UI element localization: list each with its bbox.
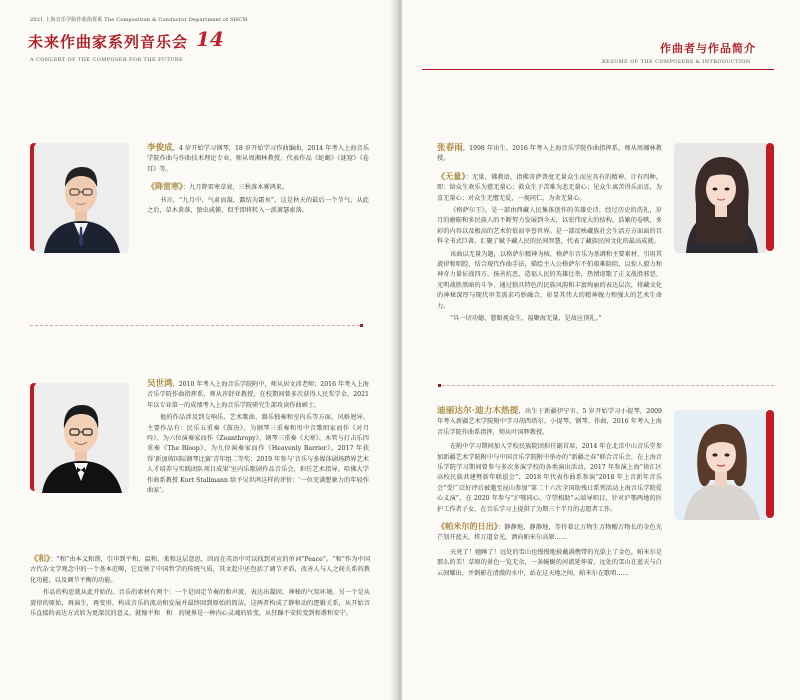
composer-name: 张春雨 bbox=[437, 143, 463, 153]
work-description-2: 作品的构思就从此开始的。音乐的素材有两个：一个是固定节奏的和声流，表达出凝固、神秘的气氛环境。另一个是从旋律的原始，再演生，再变形，构成音乐的流动和发展并最终回到原始的简洁。这两者构成了静和动的逻辑关系，从开始音乐直接的表达方式转为更深沉的意义。就像平和 和 的境界是一种内心灵魂的转变，从狂躁不安转变到和谐和安宁。 bbox=[30, 589, 370, 618]
composer-photo-wu bbox=[34, 383, 129, 493]
page-title: 作曲者与作品简介 bbox=[660, 42, 756, 55]
divider-marker bbox=[360, 324, 363, 327]
composer-photo-dili bbox=[674, 410, 769, 520]
work-description-2: 《格萨尔王》，是一部由西藏人民集体创作的英雄史诗，经过历史的洗礼，岁月的磨砺和多民族人的不断努力发展到今天，以宏伟庞大的结构，浩繁的卷帙，多彩的内容以及极高的艺术价值而享誉世界。是一部反映藏族社会生活方方面面的百科全书式巨著，汇聚了赋予藏人民的民间智慧，代表了藏族民间文化的最高成就。 bbox=[437, 207, 662, 246]
work-title: 《帕米尔的日出》 bbox=[437, 521, 498, 532]
composer-bio: ，1998 年出生，2016 年考入上海音乐学院作曲指挥系，师从周湘林教授。 bbox=[437, 145, 662, 163]
composer-name: 吴世鸿 bbox=[147, 379, 173, 389]
photo-accent-bar bbox=[766, 410, 774, 518]
work-line: ：九月降雷寒草衰，三秋落木雾鸿来。 bbox=[183, 184, 289, 192]
divider-marker bbox=[438, 384, 441, 387]
section-divider bbox=[442, 385, 774, 386]
composer-bio: ，2010 年考入上海音乐学院附中，师从居文沛老师；2016 年考入上海音乐学院作曲指挥系，师从许舒亚教授，在校期间曾多次获得人民奖学金，2021 年以专业第一的成绩考入上海音乐学院研究生部攻读作曲硕士。 bbox=[147, 381, 369, 409]
entry-li-text bbox=[147, 143, 369, 218]
work-description: ：无量，佛教语，指佛菩萨普度无量众生而应具有的精神，计有四种，即：给众生欢乐为慈无量心；救众生于苦难为悲无量心；见众生离苦得乐而喜，为喜无量心；对众生无憎无爱，一视同仁，为舍无量心。 bbox=[437, 173, 663, 202]
work-quote: “具一切功德，慈眼视众生，福聚海无量，是故应顶礼。” bbox=[450, 315, 602, 323]
entry-wu-text bbox=[147, 379, 369, 498]
page-title: 未来作曲家系列音乐会 bbox=[28, 33, 189, 51]
header-subtitle: A CONCERT OF THE COMPOSER FOR THE FUTURE bbox=[30, 57, 184, 63]
photo-accent-bar bbox=[766, 143, 774, 251]
composer-bio-detail: 在附中学习期间加入学校民族院团担任副首席，2014 年在北京中山音乐堂参加新疆艺术学院附中与中国音乐学院附中举办的“新疆之春”联合音乐会，在上海音乐学院学习期间曾参与多次多演学校的各类演出活动，2017 年参演上海“徐汇区高校民族共建暨新年联谊会”，2018 年代表作曲系参演“2018 年上音新年音乐会”受广泛好评后被邀至昆山参加“第二十六次全国助残日系列活动上海音乐学院爱心义演”，在 2020 年参与“沪鄂同心，守望相助”云端导唱目，针对沪鄂两地的医护工作者子女，在音乐学习上提供了为期三个半月的志愿者工作。 bbox=[437, 443, 662, 513]
entry-zhang-text bbox=[437, 143, 662, 327]
work-description: ：“和”由本义和谐，引申到平和、温和、柔和这层意思，因而在英语中可以找到对应的单词“Peace”。“和”作为中国古代杂文学观念中的一个基本范畴，它反映了中国哲学的传统气质，其文起中还包括了调节矛盾，改善人与人之间关系的教化功能，以及调节平衡的功能。 bbox=[30, 556, 371, 584]
work-title: 《和》 bbox=[30, 553, 51, 563]
header-rule bbox=[422, 69, 774, 70]
work-description-2: 天亮了！她睡了！远处的雪山也慢慢地披戴满携带的光染上了金色，帕米尔是那么的美！草原的景色一览无余，一条蜿蜒的河流延伸着，远处的雪山在蓝天与白云间耀出，并倒影在清澈的水中，站在这天地之间，帕米尔在歌唱…… bbox=[437, 548, 662, 577]
section-divider bbox=[30, 325, 360, 326]
header-subtitle: RESUME OF THE COMPOSERS & INTRODUCTION bbox=[602, 59, 751, 65]
composer-name: 李俊成 bbox=[147, 143, 173, 153]
work-description: 书言，“九月中，气肃而凝，露结为霜矣”。这是秋天的最后一个节气，从此之后，草木黄落，蛰虫咸俯，似乎即将转入一派萧瑟索落。 bbox=[147, 196, 369, 215]
composer-bio: ，出生于新疆伊宁市，5 岁开始学习小提琴，2009 年考入新疆艺术学院附中学习胡西塔尔、小提琴、钢琴、作曲，2016 年考入上海音乐学院作曲系指挥，师从叶国辉教授。 bbox=[437, 408, 662, 436]
concert-number: 14 bbox=[196, 27, 224, 51]
work-title: 《无量》 bbox=[437, 170, 466, 181]
composer-bio: ，4 岁开始学习钢琴，18 岁开始学习作曲编曲，2014 年考入上海音乐学院作曲与作曲技术理论专业，师从周湘林教授。代表作品《蛇蝎》《谜窟》《卷耳》等。 bbox=[147, 145, 369, 173]
work-title: 《降雷寒》 bbox=[147, 181, 183, 192]
work-description-3: 该曲以无量为题，以格萨尔精神为核，格萨尔音乐为基调和主要素材，引用其旋律和唱腔，结合现代作曲手法，描绘主人公格萨尔不怕艰难险阻，以惊人毅力和神奇力量征战四方，扬善抗恶，造福人民的英雄壮举，热情讴歌了正义战胜邪恶、光明战胜黑暗的斗争，通过独具特色的民族风韵和丰富绚丽的表达层次，将藏文化的神秘深厚与现代审美需求巧妙融合，彰显其伟大的精神魄力和强大的艺术生命力。 bbox=[437, 250, 662, 310]
composer-photo-li bbox=[34, 143, 129, 253]
work-description: ：静静地、静静地，等待着让万物生万物醒万物长的金色光芒划开蓝天，将万道金光，洒向帕米尔高原…… bbox=[437, 524, 662, 542]
work-he-text bbox=[30, 553, 370, 621]
left-page bbox=[0, 0, 398, 700]
composer-photo-zhang bbox=[674, 143, 769, 253]
composer-bio-detail: 他的作品涉及到交响乐、艺术歌曲、器乐独奏和室内乐等方面，风格迥异。主要作品有：民乐五重奏《鼓决》、为钢琴三重奏和男中音歌唱家而作《对月吟》、为六位演奏家而作《Zeanthropy》、钢琴三重奏《大寒》、木管与打击乐四重奏《The Bloop》、为九位演奏家而作《Heavenly Barrier》。2017 年获得‘新加坡国际钢琴比赛’青年组二等奖；2019 年参与‘音乐与多媒体剧场跨界艺术人才培养与实践团队项目成果’室内乐歌剧作品音乐会，担任艺术指导。哈佛大学作曲系教授 Kurt Stallmann 给予吴世鸿这样的评价：‘一位充满想象力的年轻作曲家’。 bbox=[147, 414, 369, 495]
entry-dili-text bbox=[437, 406, 662, 581]
composer-name: 迪丽达尔·迪力木热提 bbox=[437, 406, 519, 416]
right-page bbox=[402, 0, 800, 700]
header-small-text: 2021 上海音乐学院作曲指挥系 The Composition & Conductor Department of SHCM bbox=[30, 17, 248, 23]
